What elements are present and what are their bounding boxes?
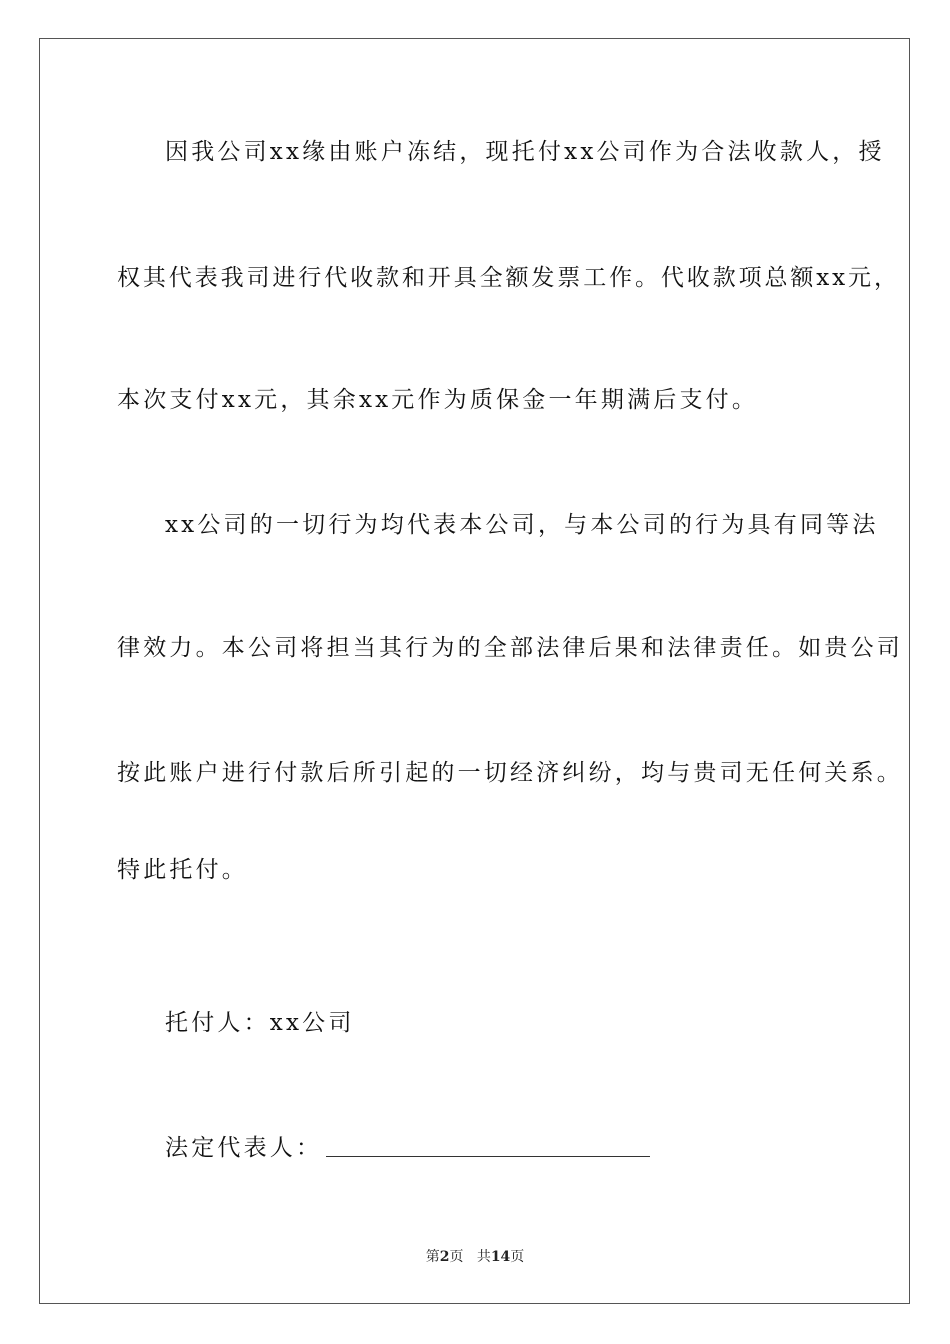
paragraph-line: 权其代表我司进行代收款和开具全额发票工作。代收款项总额xx元， — [117, 265, 900, 291]
paragraph-line: xx公司的一切行为均代表本公司，与本公司的行为具有同等法 — [165, 512, 879, 538]
total-prefix: 共 — [476, 1249, 491, 1265]
principal-line: 托付人：xx公司 — [165, 1010, 355, 1036]
signature-blank — [326, 1134, 650, 1157]
page-frame — [39, 38, 910, 1304]
total-pages: 14 — [490, 1249, 511, 1265]
legal-representative-line — [165, 1133, 650, 1163]
paragraph-line: 按此账户进行付款后所引起的一切经济纠纷，均与贵司无任何关系。 — [117, 760, 903, 786]
page-suffix: 页 — [449, 1249, 464, 1265]
paragraph-line: 律效力。本公司将担当其行为的全部法律后果和法律责任。如贵公司 — [117, 635, 903, 661]
legal-representative-label: 法定代表人： — [165, 1135, 323, 1161]
page-number: 2 — [439, 1249, 450, 1265]
paragraph-line: 本次支付xx元，其余xx元作为质保金一年期满后支付。 — [117, 387, 759, 413]
closing-line: 特此托付。 — [117, 857, 248, 883]
page-footer — [0, 1248, 950, 1266]
paragraph-line: 因我公司xx缘由账户冻结，现托付xx公司作为合法收款人，授 — [165, 139, 885, 165]
page-prefix: 第 — [425, 1249, 440, 1265]
total-suffix: 页 — [510, 1249, 525, 1265]
